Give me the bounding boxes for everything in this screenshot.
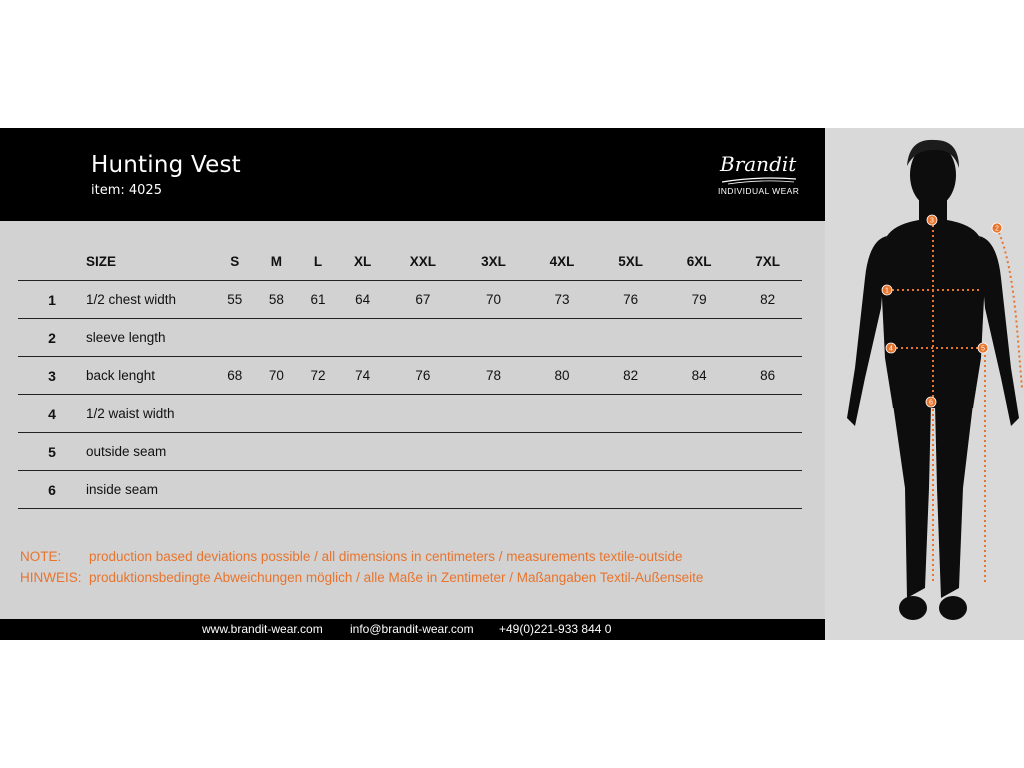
measurement-value (528, 395, 597, 433)
size-col-header: 5XL (618, 253, 643, 269)
measurement-value (596, 319, 665, 357)
measurement-value (528, 319, 597, 357)
measurement-value: 72 (297, 357, 339, 395)
measurement-value: 58 (256, 281, 298, 319)
body-figure-panel (825, 128, 1024, 640)
note-text: production based deviations possible / all dimensions in centimeters / measurements textile-outside (89, 549, 683, 564)
table-row (18, 319, 802, 357)
size-col-header: 4XL (549, 253, 575, 269)
row-number: 4 (18, 395, 86, 433)
measurement-value (528, 433, 597, 471)
size-table (18, 242, 802, 509)
measurement-value (297, 395, 339, 433)
measurement-value: 74 (339, 357, 387, 395)
size-col-header: XXL (409, 253, 437, 269)
row-number: 5 (18, 433, 86, 471)
size-col-header: 7XL (755, 253, 781, 269)
size-header-row (18, 242, 802, 281)
note-text: produktionsbedingte Abweichungen möglich / alle Maße in Zentimeter / Maßangaben Textil-Außenseite (89, 570, 704, 585)
brandit-logo (718, 152, 800, 200)
size-col-header: 3XL (481, 253, 506, 269)
row-number: 6 (18, 471, 86, 509)
size-col-header: S (230, 253, 240, 269)
measurement-value: 82 (596, 357, 665, 395)
measurement-label: inside seam (86, 471, 214, 509)
measurement-value: 82 (733, 281, 802, 319)
measurement-label: 1/2 waist width (86, 395, 214, 433)
measurement-value: 61 (297, 281, 339, 319)
measurement-value (214, 471, 256, 509)
measurement-value (339, 395, 387, 433)
measurement-value (459, 319, 528, 357)
measurement-value (665, 319, 734, 357)
measurement-value (596, 471, 665, 509)
measurement-label: sleeve length (86, 319, 214, 357)
table-row (18, 395, 802, 433)
measurement-value (733, 395, 802, 433)
marker-label: 5 (981, 345, 985, 353)
size-label-header: SIZE (86, 253, 117, 269)
size-chart (0, 128, 1024, 640)
measurement-value: 64 (339, 281, 387, 319)
table-row (18, 357, 802, 395)
measurement-value (214, 433, 256, 471)
measurement-value (665, 433, 734, 471)
measurement-value: 55 (214, 281, 256, 319)
measurement-value (459, 471, 528, 509)
measurement-value: 68 (214, 357, 256, 395)
marker-label: 3 (930, 217, 934, 225)
measurement-value: 84 (665, 357, 734, 395)
measurement-value: 78 (459, 357, 528, 395)
email-link[interactable]: info@brandit-wear.com (350, 622, 474, 636)
marker-label: 1 (885, 287, 889, 295)
measurement-value (733, 471, 802, 509)
measurement-value (297, 319, 339, 357)
contact-footer (0, 619, 825, 640)
measurement-value: 86 (733, 357, 802, 395)
measurement-value (665, 395, 734, 433)
row-number-header (18, 242, 86, 281)
product-title: Hunting Vest (91, 152, 241, 178)
measurement-value (528, 471, 597, 509)
measurement-value: 73 (528, 281, 597, 319)
measurement-value (256, 395, 298, 433)
measurement-value (665, 471, 734, 509)
measurement-value (214, 319, 256, 357)
marker-label: 6 (929, 399, 933, 407)
item-number: item: 4025 (91, 183, 162, 198)
measurement-label: 1/2 chest width (86, 281, 214, 319)
measurement-label: outside seam (86, 433, 214, 471)
measurement-value (256, 471, 298, 509)
table-row (18, 281, 802, 319)
note-label: NOTE: (20, 549, 62, 564)
body-silhouette-icon (825, 128, 1024, 640)
measurement-value: 80 (528, 357, 597, 395)
notes (20, 546, 703, 588)
measurement-value (596, 395, 665, 433)
marker-label: 2 (995, 225, 999, 233)
measurement-value: 70 (256, 357, 298, 395)
measurement-value (596, 433, 665, 471)
measurement-value (256, 433, 298, 471)
note-label: HINWEIS: (20, 570, 82, 585)
size-col-header: 6XL (686, 253, 712, 269)
measurement-value (387, 395, 460, 433)
measurement-value (459, 433, 528, 471)
measurement-value (733, 433, 802, 471)
size-col-header: M (270, 253, 283, 269)
measurement-value (339, 471, 387, 509)
measurement-value (339, 319, 387, 357)
note-row (20, 567, 703, 588)
website-link[interactable]: www.brandit-wear.com (202, 622, 323, 636)
table-row (18, 433, 802, 471)
measurement-value (387, 319, 460, 357)
measurement-value (459, 395, 528, 433)
measurement-value: 67 (387, 281, 460, 319)
size-col-header: L (313, 253, 323, 269)
measurement-value (297, 471, 339, 509)
phone-number: +49(0)221-933 844 0 (499, 622, 612, 636)
measurement-value: 79 (665, 281, 734, 319)
measurement-value (387, 433, 460, 471)
measurement-value (214, 395, 256, 433)
measurement-label: back lenght (86, 357, 214, 395)
measurement-value: 70 (459, 281, 528, 319)
logo-swoosh-icon (718, 152, 800, 186)
measurement-value (297, 433, 339, 471)
size-col-header: XL (354, 253, 372, 269)
measurement-value (256, 319, 298, 357)
measurement-value (387, 471, 460, 509)
logo-wordmark: Brandit (720, 152, 797, 176)
measurement-value: 76 (596, 281, 665, 319)
note-row (20, 546, 703, 567)
logo-tagline: INDIVIDUAL WEAR (718, 186, 800, 196)
row-number: 3 (18, 357, 86, 395)
measurement-value (339, 433, 387, 471)
marker-label: 4 (889, 345, 893, 353)
table-row (18, 471, 802, 509)
row-number: 2 (18, 319, 86, 357)
row-number: 1 (18, 281, 86, 319)
chart-header (0, 128, 825, 221)
measurement-value: 76 (387, 357, 460, 395)
measurement-value (733, 319, 802, 357)
